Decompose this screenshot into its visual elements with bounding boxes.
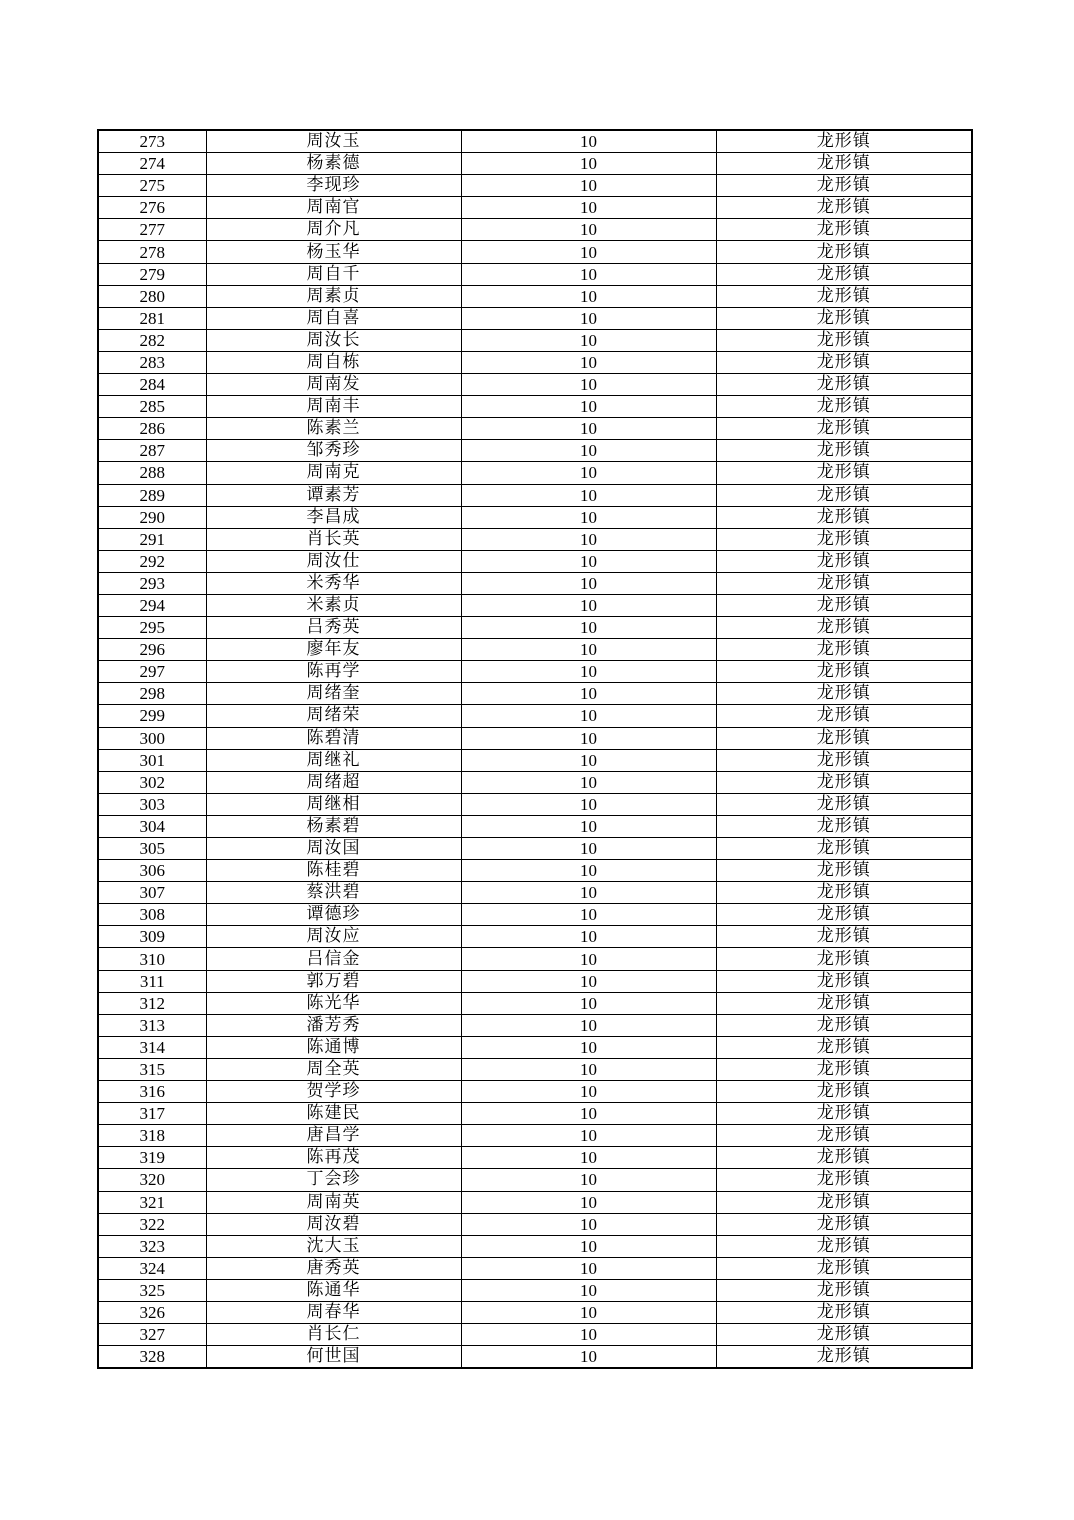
row-number-cell: 274 [98,153,206,175]
name-cell: 杨素碧 [206,815,461,837]
table-row [98,992,972,1014]
row-number-cell: 288 [98,462,206,484]
table-row [98,130,972,153]
table-row [98,1346,972,1369]
name-cell: 谭德珍 [206,904,461,926]
amount-cell: 10 [461,263,716,285]
amount-cell: 10 [461,440,716,462]
town-cell: 龙形镇 [716,617,972,639]
amount-cell: 10 [461,1036,716,1058]
name-cell: 唐昌学 [206,1125,461,1147]
town-cell: 龙形镇 [716,241,972,263]
amount-cell: 10 [461,1081,716,1103]
row-number-cell: 279 [98,263,206,285]
table-row [98,197,972,219]
name-cell: 郭万碧 [206,970,461,992]
amount-cell: 10 [461,572,716,594]
row-number-cell: 323 [98,1235,206,1257]
name-cell: 邹秀珍 [206,440,461,462]
name-cell: 陈通博 [206,1036,461,1058]
amount-cell: 10 [461,594,716,616]
row-number-cell: 309 [98,926,206,948]
town-cell: 龙形镇 [716,329,972,351]
town-cell: 龙形镇 [716,683,972,705]
table-row [98,374,972,396]
name-cell: 周汝玉 [206,130,461,153]
name-cell: 周南克 [206,462,461,484]
town-cell: 龙形镇 [716,418,972,440]
name-cell: 周素贞 [206,285,461,307]
amount-cell: 10 [461,1235,716,1257]
row-number-cell: 300 [98,727,206,749]
row-number-cell: 311 [98,970,206,992]
amount-cell: 10 [461,130,716,153]
row-number-cell: 284 [98,374,206,396]
town-cell: 龙形镇 [716,307,972,329]
table-row [98,617,972,639]
row-number-cell: 294 [98,594,206,616]
table-row [98,815,972,837]
town-cell: 龙形镇 [716,705,972,727]
table-row [98,550,972,572]
row-number-cell: 273 [98,130,206,153]
row-number-cell: 285 [98,396,206,418]
town-cell: 龙形镇 [716,1125,972,1147]
table-row [98,594,972,616]
town-cell: 龙形镇 [716,130,972,153]
amount-cell: 10 [461,1014,716,1036]
town-cell: 龙形镇 [716,948,972,970]
name-cell: 陈碧清 [206,727,461,749]
town-cell: 龙形镇 [716,1081,972,1103]
amount-cell: 10 [461,1103,716,1125]
amount-cell: 10 [461,462,716,484]
name-cell: 周绪奎 [206,683,461,705]
table-row [98,1125,972,1147]
row-number-cell: 293 [98,572,206,594]
table-row [98,219,972,241]
name-cell: 唐秀英 [206,1257,461,1279]
table-row [98,329,972,351]
table-row [98,771,972,793]
row-number-cell: 307 [98,882,206,904]
row-number-cell: 276 [98,197,206,219]
amount-cell: 10 [461,948,716,970]
amount-cell: 10 [461,285,716,307]
town-cell: 龙形镇 [716,860,972,882]
row-number-cell: 278 [98,241,206,263]
town-cell: 龙形镇 [716,1213,972,1235]
row-number-cell: 301 [98,749,206,771]
name-cell: 肖长英 [206,528,461,550]
table-row [98,241,972,263]
town-cell: 龙形镇 [716,550,972,572]
table-row [98,1324,972,1346]
town-cell: 龙形镇 [716,992,972,1014]
amount-cell: 10 [461,418,716,440]
amount-cell: 10 [461,528,716,550]
town-cell: 龙形镇 [716,351,972,373]
amount-cell: 10 [461,396,716,418]
amount-cell: 10 [461,484,716,506]
amount-cell: 10 [461,904,716,926]
table-row [98,970,972,992]
row-number-cell: 318 [98,1125,206,1147]
amount-cell: 10 [461,1147,716,1169]
table-row [98,1147,972,1169]
name-cell: 周南官 [206,197,461,219]
town-cell: 龙形镇 [716,1257,972,1279]
town-cell: 龙形镇 [716,374,972,396]
name-cell: 贺学珍 [206,1081,461,1103]
amount-cell: 10 [461,1125,716,1147]
row-number-cell: 316 [98,1081,206,1103]
town-cell: 龙形镇 [716,263,972,285]
row-number-cell: 297 [98,661,206,683]
town-cell: 龙形镇 [716,1346,972,1369]
amount-cell: 10 [461,1301,716,1323]
name-cell: 周汝仕 [206,550,461,572]
town-cell: 龙形镇 [716,639,972,661]
amount-cell: 10 [461,1257,716,1279]
name-cell: 杨玉华 [206,241,461,263]
table-row [98,1036,972,1058]
row-number-cell: 308 [98,904,206,926]
name-cell: 周南发 [206,374,461,396]
amount-cell: 10 [461,793,716,815]
table-row [98,175,972,197]
table-row [98,793,972,815]
table-row [98,528,972,550]
amount-cell: 10 [461,1324,716,1346]
town-cell: 龙形镇 [716,926,972,948]
town-cell: 龙形镇 [716,882,972,904]
name-cell: 陈光华 [206,992,461,1014]
row-number-cell: 320 [98,1169,206,1191]
name-cell: 周汝应 [206,926,461,948]
row-number-cell: 298 [98,683,206,705]
amount-cell: 10 [461,926,716,948]
name-cell: 周自喜 [206,307,461,329]
table-row [98,307,972,329]
name-cell: 周汝长 [206,329,461,351]
amount-cell: 10 [461,374,716,396]
town-cell: 龙形镇 [716,1191,972,1213]
amount-cell: 10 [461,351,716,373]
name-cell: 潘芳秀 [206,1014,461,1036]
amount-cell: 10 [461,838,716,860]
town-cell: 龙形镇 [716,1147,972,1169]
table-row [98,904,972,926]
amount-cell: 10 [461,992,716,1014]
town-cell: 龙形镇 [716,484,972,506]
table-row [98,572,972,594]
town-cell: 龙形镇 [716,1301,972,1323]
row-number-cell: 277 [98,219,206,241]
amount-cell: 10 [461,860,716,882]
town-cell: 龙形镇 [716,572,972,594]
town-cell: 龙形镇 [716,1058,972,1080]
row-number-cell: 302 [98,771,206,793]
name-cell: 周自千 [206,263,461,285]
name-cell: 李昌成 [206,506,461,528]
town-cell: 龙形镇 [716,904,972,926]
amount-cell: 10 [461,771,716,793]
table-row [98,351,972,373]
name-cell: 周汝碧 [206,1213,461,1235]
row-number-cell: 286 [98,418,206,440]
table-row [98,285,972,307]
row-number-cell: 287 [98,440,206,462]
table-row [98,838,972,860]
name-cell: 吕信金 [206,948,461,970]
data-table [97,129,973,1369]
town-cell: 龙形镇 [716,1235,972,1257]
name-cell: 陈通华 [206,1279,461,1301]
row-number-cell: 280 [98,285,206,307]
name-cell: 周自栋 [206,351,461,373]
table-row [98,683,972,705]
row-number-cell: 281 [98,307,206,329]
name-cell: 杨素德 [206,153,461,175]
row-number-cell: 325 [98,1279,206,1301]
table-row [98,396,972,418]
table-row [98,418,972,440]
amount-cell: 10 [461,153,716,175]
row-number-cell: 291 [98,528,206,550]
table-row [98,1058,972,1080]
amount-cell: 10 [461,506,716,528]
amount-cell: 10 [461,1213,716,1235]
name-cell: 周南英 [206,1191,461,1213]
town-cell: 龙形镇 [716,506,972,528]
table-row [98,1213,972,1235]
table-row [98,1235,972,1257]
name-cell: 廖年友 [206,639,461,661]
name-cell: 何世国 [206,1346,461,1369]
name-cell: 肖长仁 [206,1324,461,1346]
row-number-cell: 321 [98,1191,206,1213]
name-cell: 陈再茂 [206,1147,461,1169]
table-row [98,1301,972,1323]
town-cell: 龙形镇 [716,1279,972,1301]
table-row [98,1191,972,1213]
row-number-cell: 296 [98,639,206,661]
name-cell: 陈素兰 [206,418,461,440]
name-cell: 周继相 [206,793,461,815]
name-cell: 陈桂碧 [206,860,461,882]
row-number-cell: 275 [98,175,206,197]
town-cell: 龙形镇 [716,793,972,815]
row-number-cell: 319 [98,1147,206,1169]
town-cell: 龙形镇 [716,838,972,860]
row-number-cell: 310 [98,948,206,970]
table-row [98,506,972,528]
table-row [98,639,972,661]
amount-cell: 10 [461,639,716,661]
amount-cell: 10 [461,1169,716,1191]
town-cell: 龙形镇 [716,1103,972,1125]
table-row [98,1279,972,1301]
table-row [98,462,972,484]
town-cell: 龙形镇 [716,153,972,175]
table-row [98,926,972,948]
name-cell: 丁会珍 [206,1169,461,1191]
row-number-cell: 328 [98,1346,206,1369]
row-number-cell: 295 [98,617,206,639]
row-number-cell: 303 [98,793,206,815]
table-row [98,727,972,749]
table-row [98,440,972,462]
row-number-cell: 317 [98,1103,206,1125]
table-row [98,153,972,175]
amount-cell: 10 [461,241,716,263]
row-number-cell: 324 [98,1257,206,1279]
town-cell: 龙形镇 [716,661,972,683]
name-cell: 周绪超 [206,771,461,793]
town-cell: 龙形镇 [716,727,972,749]
name-cell: 周南丰 [206,396,461,418]
name-cell: 谭素芳 [206,484,461,506]
table-row [98,1169,972,1191]
table-row [98,1014,972,1036]
town-cell: 龙形镇 [716,462,972,484]
name-cell: 吕秀英 [206,617,461,639]
town-cell: 龙形镇 [716,197,972,219]
name-cell: 周绪荣 [206,705,461,727]
amount-cell: 10 [461,219,716,241]
name-cell: 沈大玉 [206,1235,461,1257]
table-row [98,948,972,970]
table-row [98,749,972,771]
table-row [98,882,972,904]
town-cell: 龙形镇 [716,285,972,307]
amount-cell: 10 [461,1058,716,1080]
row-number-cell: 326 [98,1301,206,1323]
name-cell: 周全英 [206,1058,461,1080]
row-number-cell: 327 [98,1324,206,1346]
name-cell: 蔡洪碧 [206,882,461,904]
amount-cell: 10 [461,617,716,639]
table-row [98,263,972,285]
amount-cell: 10 [461,749,716,771]
table-row [98,705,972,727]
name-cell: 周介凡 [206,219,461,241]
town-cell: 龙形镇 [716,771,972,793]
town-cell: 龙形镇 [716,440,972,462]
town-cell: 龙形镇 [716,815,972,837]
town-cell: 龙形镇 [716,1036,972,1058]
table-row [98,1103,972,1125]
name-cell: 米素贞 [206,594,461,616]
name-cell: 李现珍 [206,175,461,197]
table-body [98,130,972,1368]
town-cell: 龙形镇 [716,175,972,197]
row-number-cell: 282 [98,329,206,351]
name-cell: 陈再学 [206,661,461,683]
row-number-cell: 305 [98,838,206,860]
amount-cell: 10 [461,1346,716,1369]
table-row [98,860,972,882]
amount-cell: 10 [461,815,716,837]
amount-cell: 10 [461,1279,716,1301]
table-row [98,484,972,506]
amount-cell: 10 [461,1191,716,1213]
amount-cell: 10 [461,307,716,329]
row-number-cell: 322 [98,1213,206,1235]
row-number-cell: 292 [98,550,206,572]
row-number-cell: 299 [98,705,206,727]
row-number-cell: 283 [98,351,206,373]
row-number-cell: 314 [98,1036,206,1058]
amount-cell: 10 [461,661,716,683]
row-number-cell: 312 [98,992,206,1014]
table-row [98,661,972,683]
amount-cell: 10 [461,727,716,749]
amount-cell: 10 [461,550,716,572]
name-cell: 周继礼 [206,749,461,771]
amount-cell: 10 [461,705,716,727]
table-row [98,1257,972,1279]
name-cell: 周春华 [206,1301,461,1323]
name-cell: 米秀华 [206,572,461,594]
amount-cell: 10 [461,683,716,705]
row-number-cell: 306 [98,860,206,882]
town-cell: 龙形镇 [716,1169,972,1191]
town-cell: 龙形镇 [716,396,972,418]
town-cell: 龙形镇 [716,594,972,616]
row-number-cell: 289 [98,484,206,506]
row-number-cell: 315 [98,1058,206,1080]
name-cell: 周汝国 [206,838,461,860]
town-cell: 龙形镇 [716,219,972,241]
row-number-cell: 290 [98,506,206,528]
amount-cell: 10 [461,970,716,992]
amount-cell: 10 [461,197,716,219]
amount-cell: 10 [461,175,716,197]
name-cell: 陈建民 [206,1103,461,1125]
town-cell: 龙形镇 [716,1324,972,1346]
row-number-cell: 304 [98,815,206,837]
table-row [98,1081,972,1103]
amount-cell: 10 [461,329,716,351]
town-cell: 龙形镇 [716,1014,972,1036]
row-number-cell: 313 [98,1014,206,1036]
town-cell: 龙形镇 [716,749,972,771]
town-cell: 龙形镇 [716,970,972,992]
amount-cell: 10 [461,882,716,904]
town-cell: 龙形镇 [716,528,972,550]
